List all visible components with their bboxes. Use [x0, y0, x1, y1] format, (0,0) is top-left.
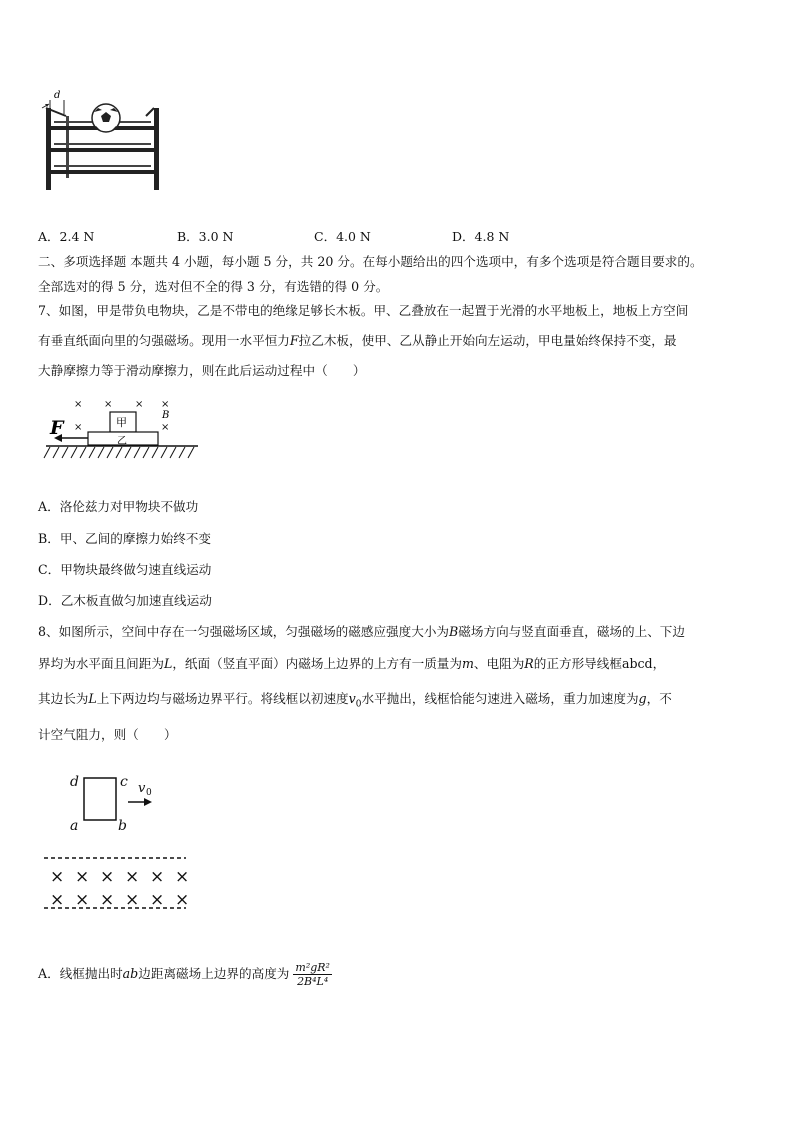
- svg-text:×: ×: [50, 890, 65, 910]
- fig-label-d: d: [70, 774, 79, 790]
- svg-text:×: ×: [125, 890, 140, 910]
- q7-option-b: B．甲、乙间的摩擦力始终不变: [38, 531, 211, 546]
- fig-label-jia: 甲: [116, 416, 127, 429]
- q7-stem-line1: 7、如图，甲是带负电物块，乙是不带电的绝缘足够长木板。甲、乙叠放在一起置于光滑的水平地板上，地板上方空间: [38, 303, 689, 318]
- svg-text:×: ×: [161, 399, 170, 410]
- svg-text:×: ×: [150, 867, 165, 887]
- svg-text:×: ×: [175, 890, 190, 910]
- fig-label-b: b: [118, 818, 127, 834]
- q7-option-c: C．甲物块最终做匀速直线运动: [38, 562, 212, 577]
- q7-option-d: D．乙木板直做匀加速直线运动: [38, 593, 212, 608]
- svg-text:×: ×: [125, 867, 140, 887]
- shelf-ball-figure: [36, 86, 166, 196]
- svg-text:0: 0: [146, 788, 152, 798]
- q7-stem-line3: 大静摩擦力等于滑动摩擦力，则在此后运动过程中（ ）: [38, 363, 366, 378]
- section2-line1: 二、多项选择题 本题共 4 小题，每小题 5 分，共 20 分。在每小题给出的四个选项中，有多个选项是符合题目要求的。: [38, 254, 703, 269]
- q7-stem-line2: 有垂直纸面向里的匀强磁场。现用一水平恒力F拉乙木板，使甲、乙从静止开始向左运动，甲电量始终保持不变，最: [38, 333, 677, 348]
- q7-figure: [40, 392, 210, 464]
- svg-text:×: ×: [104, 399, 113, 410]
- q6-option-d: D．4.8 N: [452, 229, 510, 244]
- q6-option-c: C．4.0 N: [314, 229, 371, 244]
- svg-text:×: ×: [161, 422, 170, 433]
- q7-option-a: A．洛伦兹力对甲物块不做功: [38, 499, 199, 514]
- svg-text:×: ×: [150, 890, 165, 910]
- svg-text:×: ×: [135, 399, 144, 410]
- q8-stem-line1: 8、如图所示，空间中存在一匀强磁场区域，匀强磁场的磁感应强度大小为B磁场方向与竖直面垂直，磁场的上、下边: [38, 624, 685, 639]
- svg-text:×: ×: [75, 867, 90, 887]
- svg-text:×: ×: [50, 867, 65, 887]
- fig-label-yi: 乙: [117, 436, 127, 447]
- q8-figure: [40, 766, 200, 916]
- fig-label-b-field: B: [162, 410, 170, 421]
- svg-text:×: ×: [100, 867, 115, 887]
- fig-label-force: F: [50, 417, 64, 439]
- svg-text:×: ×: [175, 867, 190, 887]
- fraction-expression: $\frac{\text{m²gR²}}{\text{2B⁴L⁴}}$: [295, 961, 330, 988]
- q8-stem-line4: 计空气阻力，则（ ）: [38, 727, 177, 742]
- q8-stem-line3: 其边长为L上下两边均与磁场边界平行。将线框以初速度$v_0$水平抛出，线框恰能匀速进入磁场，重力加速度为g，不: [38, 691, 672, 710]
- svg-text:×: ×: [74, 399, 83, 410]
- fig-label-a: a: [70, 818, 79, 834]
- fig-label-d: d: [54, 90, 61, 101]
- svg-text:×: ×: [74, 422, 83, 433]
- fig-label-v0: v: [138, 781, 146, 796]
- q6-option-b: B．3.0 N: [177, 229, 234, 244]
- section2-line2: 全部选对的得 5 分，选对但不全的得 3 分，有选错的得 0 分。: [38, 279, 389, 294]
- q8-option-a: A．线框抛出时ab边距离磁场上边界的高度为 $\frac{\text{m²gR²}}{\text{2B⁴L⁴}}$: [38, 961, 330, 988]
- svg-text:×: ×: [100, 890, 115, 910]
- q6-option-a: A．2.4 N: [38, 229, 95, 244]
- svg-text:×: ×: [75, 890, 90, 910]
- q8-stem-line2: 界均为水平面且间距为L，纸面（竖直平面）内磁场上边界的上方有一质量为m、电阻为R的正方形导线框abcd，: [38, 656, 666, 671]
- fig-label-c: c: [120, 774, 128, 790]
